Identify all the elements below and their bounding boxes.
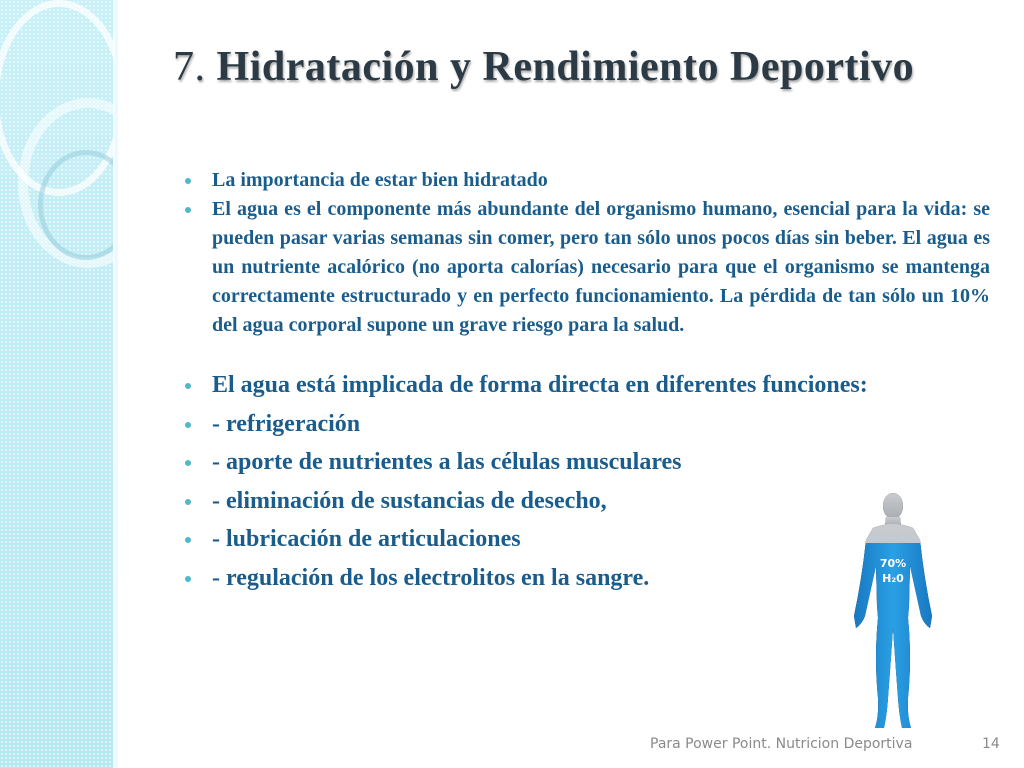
- bullet-item: El agua es el componente más abundante del organismo humano, esencial para la vida: se pueden pasar varias semanas sin comer, pero tan sólo unos pocos días sin beber. El agua es un nutriente acalórico (no aporta calorías) necesario para que el organismo se mantenga correctamente estructurado y en perfecto funcionamiento. La pérdida de tan sólo un 10% del agua corporal supone un grave riesgo para la salud.: [212, 195, 990, 340]
- sidebar-edge: [113, 0, 119, 768]
- bullet-item: - regulación de los electrolitos en la sangre.: [212, 559, 990, 598]
- percent-label: 70%: [879, 557, 907, 570]
- slide-title: [173, 40, 973, 94]
- bullet-item: El agua está implicada de forma directa en diferentes funciones:: [212, 366, 990, 405]
- formula-label: H₂0: [882, 572, 904, 585]
- bullet-item: - eliminación de sustancias de desecho,: [212, 482, 990, 521]
- decorative-sidebar: [0, 0, 113, 768]
- bullet-item: - aporte de nutrientes a las células musculares: [212, 443, 990, 482]
- bullet-item: - lubricación de articulaciones: [212, 520, 990, 559]
- title-number: 7.: [173, 44, 206, 90]
- human-body-icon: [828, 488, 958, 738]
- bullet-item: La importancia de estar bien hidratado: [212, 166, 990, 195]
- page-number: 14: [982, 736, 1000, 752]
- human-body-water-figure: [828, 488, 958, 738]
- title-text: Hidratación y Rendimiento Deportivo: [216, 44, 915, 90]
- footer-text: Para Power Point. Nutricion Deportiva: [650, 736, 913, 752]
- bullet-item: - refrigeración: [212, 405, 990, 444]
